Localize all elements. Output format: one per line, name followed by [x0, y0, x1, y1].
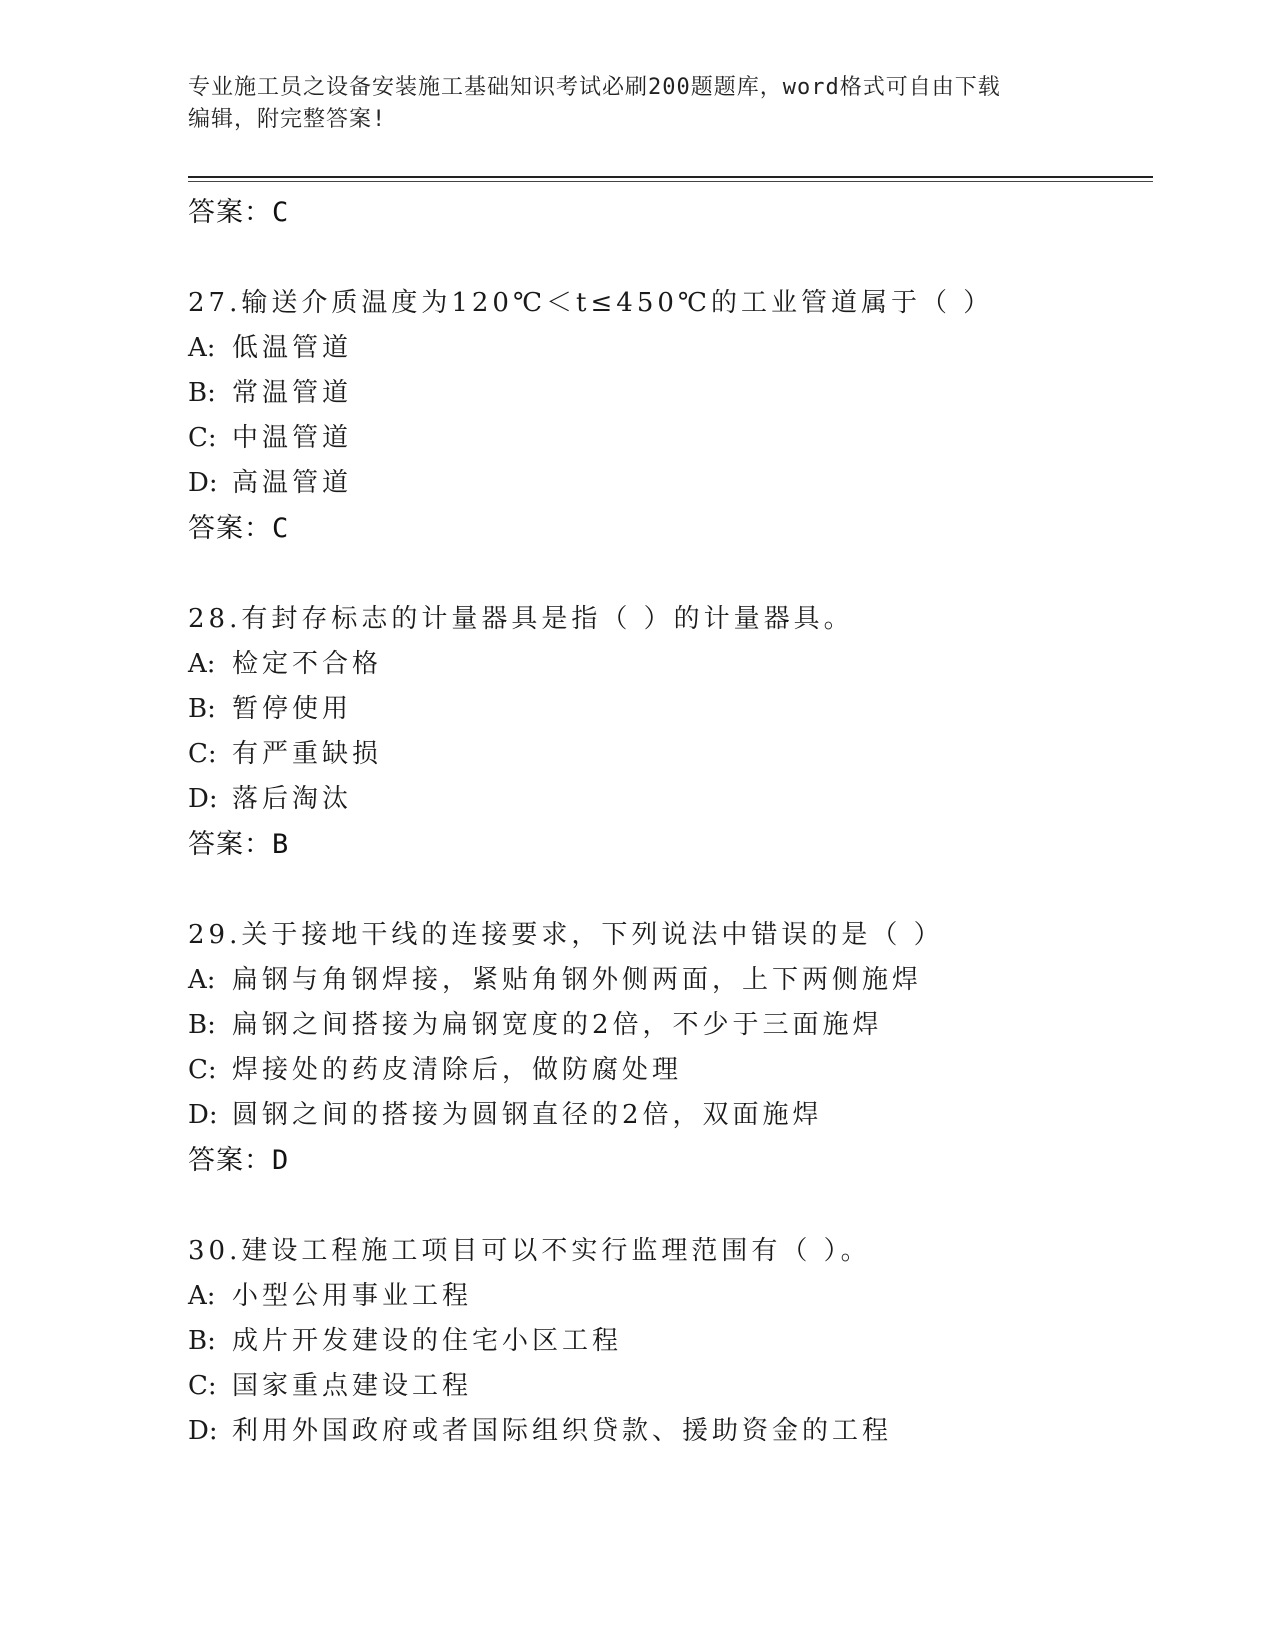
option-key: B:: [188, 1326, 216, 1356]
option-key: C:: [188, 423, 217, 453]
option-key: D:: [188, 468, 218, 498]
question-27-text: 27.输送介质温度为120℃＜t≤450℃的工业管道属于（ ）: [188, 288, 994, 318]
header-line-2: 编辑，附完整答案!: [188, 107, 387, 132]
question-block-30: [188, 1229, 1153, 1454]
option-text: 扁钢之间搭接为扁钢宽度的2倍，不少于三面施焊: [232, 1010, 883, 1040]
document-body: [188, 190, 1153, 1454]
option-text: 焊接处的药皮清除后，做防腐处理: [232, 1055, 683, 1085]
option-text: 常温管道: [232, 378, 353, 408]
option-text: 有严重缺损: [232, 739, 383, 769]
option-key: B:: [188, 694, 216, 724]
option-text: 高温管道: [232, 468, 353, 498]
option-key: D:: [188, 784, 218, 814]
option-key: B:: [188, 1010, 216, 1040]
spacer: [188, 551, 1153, 597]
option-text: 圆钢之间的搭接为圆钢直径的2倍，双面施焊: [232, 1100, 823, 1130]
question-30-text: 30.建设工程施工项目可以不实行监理范围有（ ）。: [188, 1236, 871, 1266]
answer-27: 答案：C: [188, 513, 290, 544]
option-27-c: [188, 416, 1153, 461]
option-key: A:: [188, 649, 216, 679]
option-text: 利用外国政府或者国际组织贷款、援助资金的工程: [232, 1416, 893, 1446]
option-30-d: [188, 1409, 1153, 1454]
option-text: 小型公用事业工程: [232, 1281, 473, 1311]
answer-28: 答案：B: [188, 829, 290, 860]
option-text: 国家重点建设工程: [232, 1371, 473, 1401]
header-rule-thick: [188, 176, 1153, 178]
spacer: [188, 235, 1153, 281]
option-text: 检定不合格: [232, 649, 383, 679]
option-27-b: [188, 371, 1153, 416]
option-28-d: [188, 777, 1153, 822]
option-text: 成片开发建设的住宅小区工程: [232, 1326, 623, 1356]
option-28-a: [188, 642, 1153, 687]
option-text: 低温管道: [232, 333, 353, 363]
question-block-29: [188, 913, 1153, 1183]
option-29-c: [188, 1048, 1153, 1093]
option-30-a: [188, 1274, 1153, 1319]
option-30-c: [188, 1364, 1153, 1409]
option-text: 暂停使用: [232, 694, 353, 724]
option-text: 扁钢与角钢焊接，紧贴角钢外侧两面，上下两侧施焊: [232, 965, 923, 995]
option-key: A:: [188, 965, 216, 995]
option-27-d: [188, 461, 1153, 506]
option-key: B:: [188, 378, 216, 408]
header-rule-thin: [188, 181, 1153, 182]
spacer: [188, 867, 1153, 913]
option-27-a: [188, 326, 1153, 371]
option-29-b: [188, 1003, 1153, 1048]
option-key: C:: [188, 1055, 217, 1085]
option-key: C:: [188, 1371, 217, 1401]
option-key: D:: [188, 1416, 218, 1446]
option-29-a: [188, 958, 1153, 1003]
document-header: [188, 72, 1068, 136]
option-28-c: [188, 732, 1153, 777]
question-block-27: [188, 281, 1153, 551]
answer-prev: 答案：C: [188, 197, 290, 228]
option-text: 中温管道: [232, 423, 353, 453]
option-29-d: [188, 1093, 1153, 1138]
spacer: [188, 1183, 1153, 1229]
option-key: A:: [188, 333, 216, 363]
option-key: A:: [188, 1281, 216, 1311]
option-30-b: [188, 1319, 1153, 1364]
answer-29: 答案：D: [188, 1145, 290, 1176]
header-line-1: 专业施工员之设备安装施工基础知识考试必刷200题题库，word格式可自由下载: [188, 75, 1001, 100]
question-block-28: [188, 597, 1153, 867]
option-key: C:: [188, 739, 217, 769]
option-28-b: [188, 687, 1153, 732]
question-29-text: 29.关于接地干线的连接要求，下列说法中错误的是（ ）: [188, 920, 944, 950]
question-28-text: 28.有封存标志的计量器具是指（ ）的计量器具。: [188, 604, 854, 634]
option-text: 落后淘汰: [232, 784, 353, 814]
option-key: D:: [188, 1100, 218, 1130]
